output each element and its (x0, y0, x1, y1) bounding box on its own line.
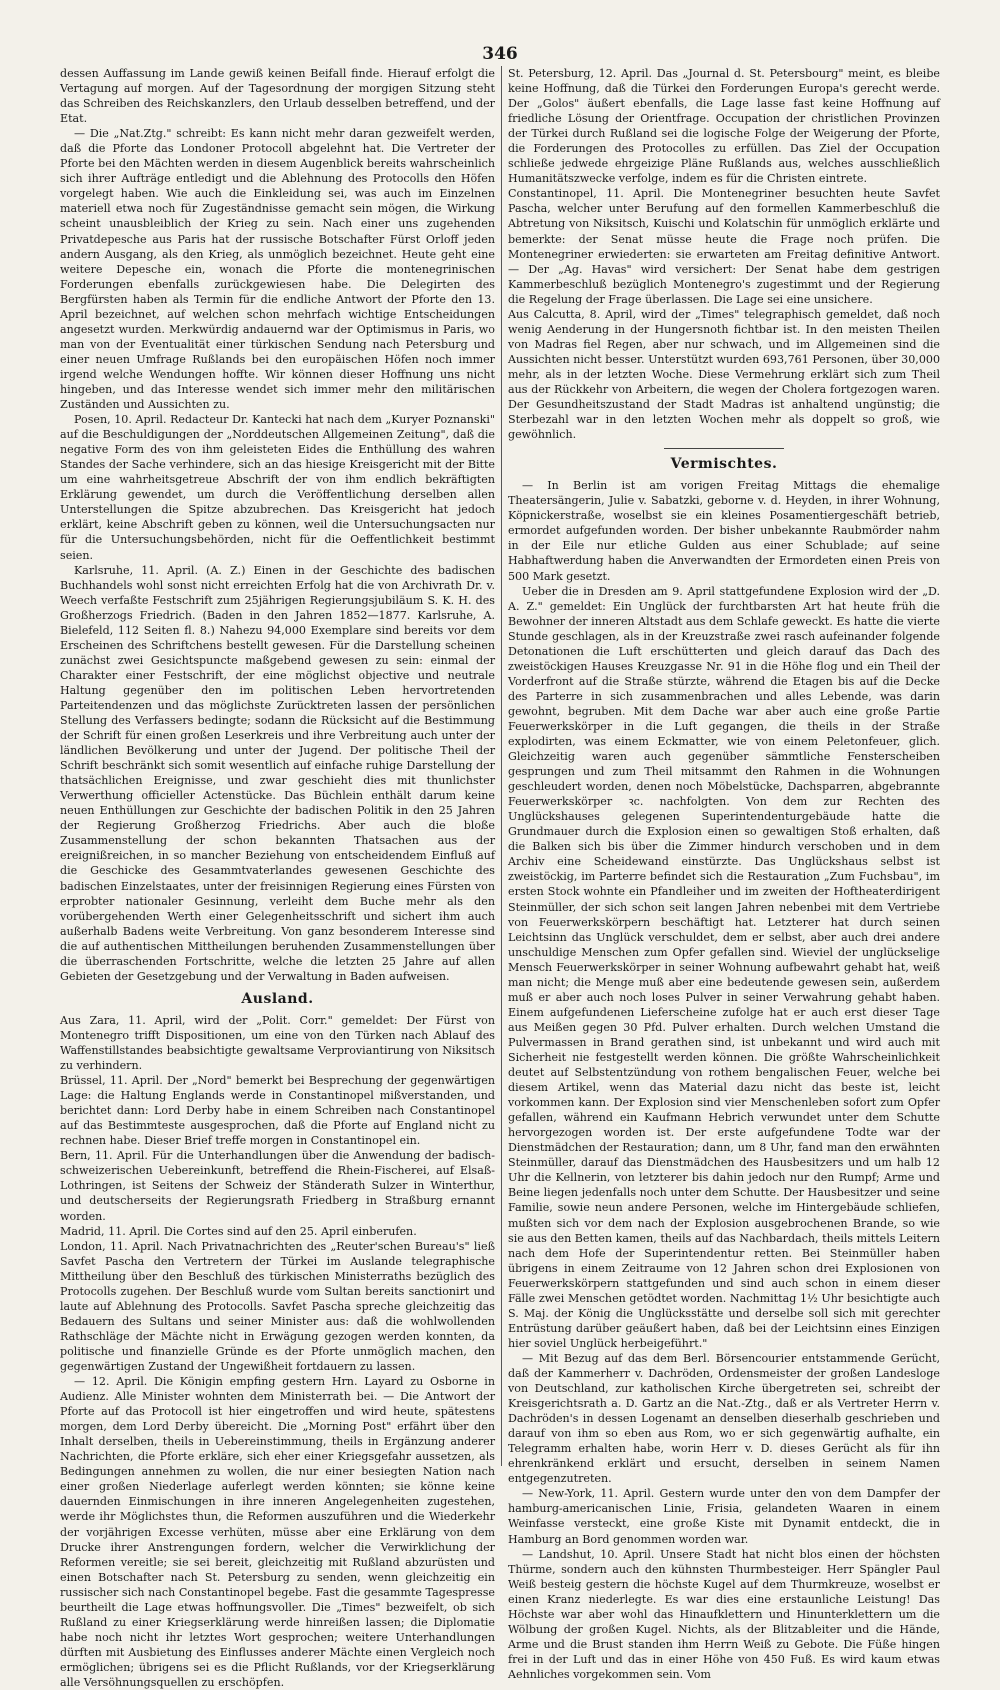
news-item: Ueber die in Dresden am 9. April stattgefundene Explosion wird der „D. A. Z." gemeldet: Ein Unglück der furchtbarsten Art hat heute früh die Bewohner der inneren Altstadt aus dem Schlafe geweckt. Es hatte die vierte Stunde geschlagen, als in der Kreuzstraße zwei rasch aufeinander folgende Detonationen die Luft erschütterten und gleich darauf das Dach des zweistöckigen Hauses Kreuzgasse Nr. 91 in die Höhe flog und ein Theil der Vorderfront auf die Straße stürzte, während die Etagen bis auf die Decke des Parterre in sich zusammenbrachen und alles Lebende, was darin gewohnt, begruben. Mit dem Dache war aber auch eine große Partie Feuerwerkskörper in die Luft gegangen, die theils in der Straße explodirten, was einem Eckmatter, wie von einem Peletonfeuer, glich. Gleichzeitig waren auch gegenüber sämmtliche Fensterscheiben gesprungen und zum Theil mitsammt den Rahmen in die Wohnungen geschleudert worden, denen noch Möbelstücke, Dachsparren, abgebrannte Feuerwerkskörper ꝛc. nachfolgten. Von dem zur Rechten des Unglückshauses gelegenen Superintendenturgebäude hatte die Grundmauer durch die Explosion einen so gewaltigen Stoß erhalten, daß die Balken sich bis über die Zimmer hindurch verschoben und in dem Archiv eine Scheidewand einstürzte. Das Unglückshaus selbst ist zweistöckig, im Parterre befindet sich die Restauration „Zum Fuchsbau", im ersten Stock wohnte ein Pfandleiher und im zweiten der Hoftheaterdirigent Steinmüller, der sich schon seit langen Jahren nebenbei mit dem Vertriebe von Feuerwerkskörpern beschäftigt hat. Letzterer hat durch seinen Leichtsinn das Unglück verschuldet, dem er selbst, aber auch drei andere unschuldige Menschen zum Opfer gefallen sind. Wieviel der unglückselige Mensch Feuerwerkskörper in seiner Wohnung aufbewahrt gehabt hat, weiß man nicht; die Menge muß aber eine bedeutende gewesen sein, außerdem muß er aber auch noch loses Pulver in seiner Verwahrung gehabt haben. Einem aufgefundenen Lieferscheine zufolge hat er auch erst dieser Tage aus Meißen gegen 30 Pfd. Pulver erhalten. Durch welchen Umstand die Pulvermassen in Brand gerathen sind, ist unbekannt und wird auch mit Sicherheit nie festgestellt werden können. Die größte Wahrscheinlichkeit deutet auf Selbstentzündung von rothem bengalischen Feuer, welche bei diesem Artikel, wenn das Material dazu nicht das beste ist, leicht vorkommen kann. Der Explosion sind vier Menschenleben sofort zum Opfer gefallen, während ein Kaufmann Hebrich verwundet unter dem Schutte hervorgezogen worden ist. Der erste aufgefundene Todte war der Dienstmädchen der Restauration; dann, um 8 Uhr, fand man den erwähnten Steinmüller, darauf das Dienstmädchen des Hausbesitzers und um halb 12 Uhr die Kellnerin, von letzterer bis dahin jedoch nur den Rumpf; Arme und Beine liegen jedenfalls noch unter dem Schutte. Der Hausbesitzer und seine Familie, sowie neun andere Personen, welche im Hintergebäude schliefen, mußten sich vor dem nach der Explosion ausgebrochenen Brande, so wie sie aus den Betten kamen, theils auf das Nachbardach, theils mittels Leitern nach dem Hofe der Superintendentur retten. Bei Steinmüller haben übrigens in einem Zeitraume von 12 Jahren schon drei Explosionen von Feuerwerkskörpern stattgefunden und sind auch schon in einem dieser Fälle zwei Menschen getödtet worden. Nachmittag 1½ Uhr besichtigte auch S. Maj. der König die Unglücksstätte und derselbe soll sich mit gerechter Entrüstung darüber geäußert haben, daß bei der Leichtsinn eines Einzigen hier soviel Unglück herbeigeführt." (508, 584, 940, 1350)
news-item: Aus Calcutta, 8. April, wird der „Times" telegraphisch gemeldet, daß noch wenig Aenderung in der Hungersnoth fichtbar ist. In den meisten Theilen von Madras fiel Regen, aber nur schwach, und im Allgemeinen sind die Aussichten nicht besser. Unterstützt wurden 693,761 Personen, über 30,000 mehr, als in der letzten Woche. Diese Vermehrung erklärt sich zum Theil aus der Rückkehr von Arbeitern, die wegen der Cholera fortgezogen waren. Der Gesundheitszustand der Stadt Madras ist anhaltend ungünstig; die Sterbezahl war in den letzten Wochen mehr als doppelt so groß, wie gewöhnlich. (508, 307, 940, 442)
section-heading-vermischtes: Vermischtes. (670, 456, 778, 473)
news-item: Bern, 11. April. Für die Unterhandlungen über die Anwendung der badisch-schweizerischen Uebereinkunft, betreffend die Rhein-Fischerei, auf Elsaß-Lothringen, ist Seitens der Schweiz der Ständerath Sulzer in Winterthur, und deutscherseits der Regierungsrath Friedberg in Straßburg ernannt worden. (60, 1149, 495, 1223)
news-item: London, 11. April. Nach Privatnachrichten des „Reuter'schen Bureau's" ließ Savfet Pascha den Vertretern der Türkei im Auslande telegraphische Mittheilung über den Beschluß des türkischen Ministerraths bezüglich des Protocolls zugehen. Der Beschluß wurde vom Sultan bereits sanctionirt und laute auf Ablehnung des Protocolls. Savfet Pascha spreche gleichzeitig das Bedauern des Sultans und seiner Minister aus: daß die wohlwollenden Rathschläge der Mächte nicht in Erwägung gezogen werden konnten, da politische und finanzielle Gründe es der Pforte unmöglich machen, den gegenwärtigen Zustand der Ungewißheit fortdauern zu lassen. (60, 1239, 495, 1373)
news-item: — Landshut, 10. April. Unsere Stadt hat nicht blos einen der höchsten Thürme, sondern auch den kühnsten Thurmbesteiger. Herr Spängler Paul Weiß besteig gestern die höchste Kugel auf dem Thurmkreuze, woselbst er einen Kranz niederlegte. Es war dies eine erstaunliche Leistung! Das Höchste war aber wohl das Hinaufklettern und Hinunterklettern um die Wölbung der großen Kugel. Nichts, als der Blitzableiter und die Hände, Arme und die Brust standen ihm Herrn Weiß zu Gebote. Die Füße hingen frei in der Luft und das in einer Höhe von 450 Fuß. Es wird kaum etwas Aehnliches vorgekommen sein. Vom (508, 1547, 940, 1681)
news-item: Brüssel, 11. April. Der „Nord" bemerkt bei Besprechung der gegenwärtigen Lage: die Haltung Englands werde in Constantinopel mißverstanden, und berichtet dann: Lord Derby habe in einem Schreiben nach Constantinopel auf das Bestimmteste ausgesprochen, daß die Pforte auf England nicht zu rechnen habe. Dieser Brief treffe morgen in Constantinopel ein. (60, 1074, 495, 1148)
paragraph: Karlsruhe, 11. April. (A. Z.) Einen in der Geschichte des badischen Buchhandels wohl sonst nicht erreichten Erfolg hat die von Archivrath Dr. v. Weech verfaßte Festschrift zum 25jährigen Regierungsjubiläum S. K. H. des Großherzogs Friedrich. (Baden in den Jahren 1852—1877. Karlsruhe, A. Bielefeld, 112 Seiten fl. 8.) Nahezu 94,000 Exemplare sind bereits vor dem Erscheinen des Schriftchens bestellt gewesen. Für die Darstellung scheinen zunächst zwei Gesichtspuncte maßgebend gewesen zu sein: einmal der Charakter einer Festschrift, der eine möglichst objective und neutrale Haltung gegenüber den im politischen Leben hervortretenden Parteitendenzen und das möglichste Zurücktreten lassen der persönlichen Stellung des Verfassers bedingte; sodann die Rücksicht auf die Bestimmung der Schrift für einen großen Leserkreis und ihre Verbreitung auch unter der ländlichen Bevölkerung und unter der Jugend. Der politische Theil der Schrift beschränkt sich somit wesentlich auf einfache ruhige Darstellung der thatsächlichen Ereignisse, und zwar geschieht dies mit thunlichster Verwerthung officieller Actenstücke. Das Büchlein enthält darum keine neuen Enthüllungen zur Geschichte der badischen Politik in den 25 Jahren der Regierung Großherzog Friedrichs. Aber auch die bloße Zusammenstellung der schon bekannten Thatsachen aus der ereignißreichen, in so mancher Beziehung von entscheidendem Einfluß auf die Geschicke des Gesammtvaterlandes gewesenen Geschichte des badischen Einzelstaates, unter der freisinnigen Regierung eines Fürsten von erprobter nationaler Gesinnung, verleiht dem Buche mehr als den vorübergehenden Werth einer Gelegenheitsschrift und sichert ihm auch außerhalb Badens weite Verbreitung. Von ganz besonderem Interesse sind die auf authentischen Mittheilungen beruhenden Zusammenstellungen über die überraschenden Fortschritte, welche die letzten 25 Jahre auf allen Gebieten der Gesetzgebung und der Verwaltung in Baden aufweisen. (60, 563, 495, 983)
paragraph: Posen, 10. April. Redacteur Dr. Kantecki hat nach dem „Kuryer Poznanski" auf die Beschuldigungen der „Norddeutschen Allgemeinen Zeitung", daß die negative Form des von ihm geleisteten Eides die Enthüllung des wahren Standes der Sache verhindere, sich an das hiesige Kreisgericht mit der Bitte um eine wahrheitsgetreue Abschrift der von ihm endlich bekräftigten Erklärung gewendet, um durch die Veröffentlichung derselben allen Unterstellungen die Spitze abzubrechen. Das Kreisgericht hat jedoch erklärt, keine Abschrift geben zu können, weil die Untersuchungsacten nur für die Untersuchungsbehörden, nicht für die Oeffentlichkeit bestimmt seien. (60, 413, 495, 562)
news-item: — New-York, 11. April. Gestern wurde unter den von dem Dampfer der hamburg-americanischen Linie, Frisia, gelandeten Waaren in einem Weinfasse versteckt, eine große Kiste mit Dynamit entdeckt, die in Hamburg an Bord genommen worden war. (508, 1487, 940, 1546)
news-item: Constantinopel, 11. April. Die Montenegriner besuchten heute Savfet Pascha, welcher unter Berufung auf den formellen Kammerbeschluß die Abtretung von Niksitsch, Kuischi und Kolatschin für unmöglich erklärte und bemerkte: der Senat müsse heute die Frage noch prüfen. Die Montenegriner erwiederten: sie erwarteten am Freitag definitive Antwort. — Der „Ag. Havas" wird versichert: Der Senat habe dem gestrigen Kammerbeschluß bezüglich Montenegro's zugestimmt und der Regierung die Regelung der Frage überlassen. Die Lage sei eine unsichere. (508, 187, 940, 306)
paragraph: dessen Auffassung im Lande gewiß keinen Beifall finde. Hierauf erfolgt die Vertagung auf morgen. Auf der Tagesordnung der morgigen Sitzung steht das Schreiben des Reichskanzlers, den Urlaub desselben betreffend, und der Etat. (60, 67, 495, 126)
section-rule (664, 448, 784, 449)
news-item: — 12. April. Die Königin empfing gestern Hrn. Layard zu Osborne in Audienz. Alle Minister wohnten dem Ministerrath bei. — Die Antwort der Pforte auf das Protocoll ist hier eingetroffen und wird heute, spätestens morgen, dem Lord Derby übereicht. Die „Morning Post" erfährt über den Inhalt derselben, theils in Uebereinstimmung, theils in Ergänzung anderer Nachrichten, die Pforte erkläre, sich eher einer Kriegsgefahr aussetzen, als Bedingungen annehmen zu wollen, die nur einer besiegten Nation nach einer großen Niederlage auferlegt werden könnten; sie könne keine dauernden Einmischungen in ihre inneren Angelegenheiten zugestehen, werde ihr Möglichstes thun, die Reformen auszuführen und die Wiederkehr der vorjährigen Excesse verhüten, müsse aber eine Erklärung von dem Drucke ihrer Anstrengungen fordern, welcher die Verwirklichung der Reformen vereitle; sie sei bereit, gleichzeitig mit Rußland abzurüsten und einen Botschafter nach St. Petersburg zu senden, wenn gleichzeitig ein russischer sich nach Constantinopel begebe. Fast die gesammte Tagespresse beurtheilt die Lage etwas hoffnungsvoller. Die „Times" bezweifelt, ob sich Rußland zu einer Kriegserklärung werde hinreißen lassen; die Diplomatie habe noch nicht ihr letztes Wort gesprochen; weitere Unterhandlungen dürften mit Ausbietung des Einflusses anderer Mächte einen Vergleich noch ermöglichen; übrigens sei es die Pflicht Rußlands, vor der Kriegserklärung alle Versöhnungsquellen zu erschöpfen. (60, 1375, 495, 1689)
section-heading-ausland: Ausland. (241, 990, 314, 1007)
news-item: — In Berlin ist am vorigen Freitag Mittags die ehemalige Theatersängerin, Julie v. Sabatzki, geborne v. d. Heyden, in ihrer Wohnung, Köpnickerstraße, woselbst sie ein kleines Posamentiergeschäft betrieb, ermordet aufgefunden worden. Der bisher unbekannte Raubmörder nahm in der Eile nur etliche Gulden aus einer Schublade; auf seine Habhaftwerdung haben die Anverwandten der Ermordeten einen Preis von 500 Mark gesetzt. (508, 479, 940, 583)
news-item: — Mit Bezug auf das dem Berl. Börsencourier entstammende Gerücht, daß der Kammerherr v. Dachröden, Ordensmeister der großen Landesloge von Deutschland, zur katholischen Kirche übergetreten sei, schreibt der Kreisgerichtsrath a. D. Gartz an die Nat.-Ztg., daß er als Vertreter Herrn v. Dachröden's in dessen Logenamt an denselben dieserhalb geschrieben und darauf von ihm so eben aus Rom, wo er sich gegenwärtig aufhalte, ein Telegramm erhalten habe, worin Herr v. D. dieses Gerücht als für ihn ehrenkränkend erklärt und ersucht, derselben in seinem Namen entgegenzutreten. (508, 1351, 940, 1486)
news-item: Madrid, 11. April. Die Cortes sind auf den 25. April einberufen. (60, 1224, 417, 1238)
left-column (60, 66, 495, 1689)
page-number: 346 (482, 44, 518, 64)
right-column (508, 66, 940, 1681)
news-item: St. Petersburg, 12. April. Das „Journal d. St. Petersbourg" meint, es bleibe keine Hoffnung, daß die Türkei den Forderungen Europa's gerecht werde. Der „Golos" äußert ebenfalls, die Lage lasse fast keine Hoffnung auf friedliche Lösung der Orientfrage. Occupation der christlichen Provinzen der Türkei durch Rußland sei die logische Folge der Weigerung der Pforte, die Forderungen des Protocolles zu erfüllen. Das Ziel der Occupation schließe jedwede ehrgeizige Pläne Rußlands aus, welches ausschließlich Humanitätszwecke verfolge, indem es für die Christen eintrete. (508, 67, 940, 186)
news-item: Aus Zara, 11. April, wird der „Polit. Corr." gemeldet: Der Fürst von Montenegro trifft Dispositionen, um eine von den Türken nach Ablauf des Waffenstillstandes beabsichtigte gewaltsame Verproviantirung von Niksitsch zu verhindern. (60, 1013, 495, 1073)
paragraph: — Die „Nat.Ztg." schreibt: Es kann nicht mehr daran gezweifelt werden, daß die Pforte das Londoner Protocoll abgelehnt hat. Die Vertreter der Pforte bei den Mächten werden in diesem Augenblick bereits wahrscheinlich sich ihrer Aufträge entledigt und die Ablehnung des Protocolls den Höfen vorgelegt haben. Wie auch die Einkleidung sei, was auch im Einzelnen materiell etwa noch für Zugeständnisse gemacht sein mögen, die Wirkung scheint unausbleiblich der Krieg zu sein. Nach einer uns zugehenden Privatdepesche aus Paris hat der russische Botschafter Fürst Orloff jeden andern Ausgang, als den Krieg, als unmöglich bezeichnet. Heute geht eine weitere Depesche ein, wonach die Pforte die montenegrinischen Forderungen ebenfalls zurückgewiesen habe. Die Delegirten des Bergfürsten haben als Termin für die endliche Antwort der Pforte den 13. April bezeichnet, auf welchen schon mehrfach wichtige Entscheidungen angesetzt wurden. Merkwürdig andauernd war der Optimismus in Paris, wo man von der Eventualität einer türkischen Sendung nach Petersburg und einer neuen Umfrage Rußlands bei den europäischen Höfen noch immer irgend welche Wendungen hoffte. Wir können dieser Hoffnung uns nicht hingeben, und das Interesse wendet sich immer mehr den militärischen Zuständen und Aussichten zu. (60, 127, 495, 412)
column-divider (501, 66, 502, 1466)
